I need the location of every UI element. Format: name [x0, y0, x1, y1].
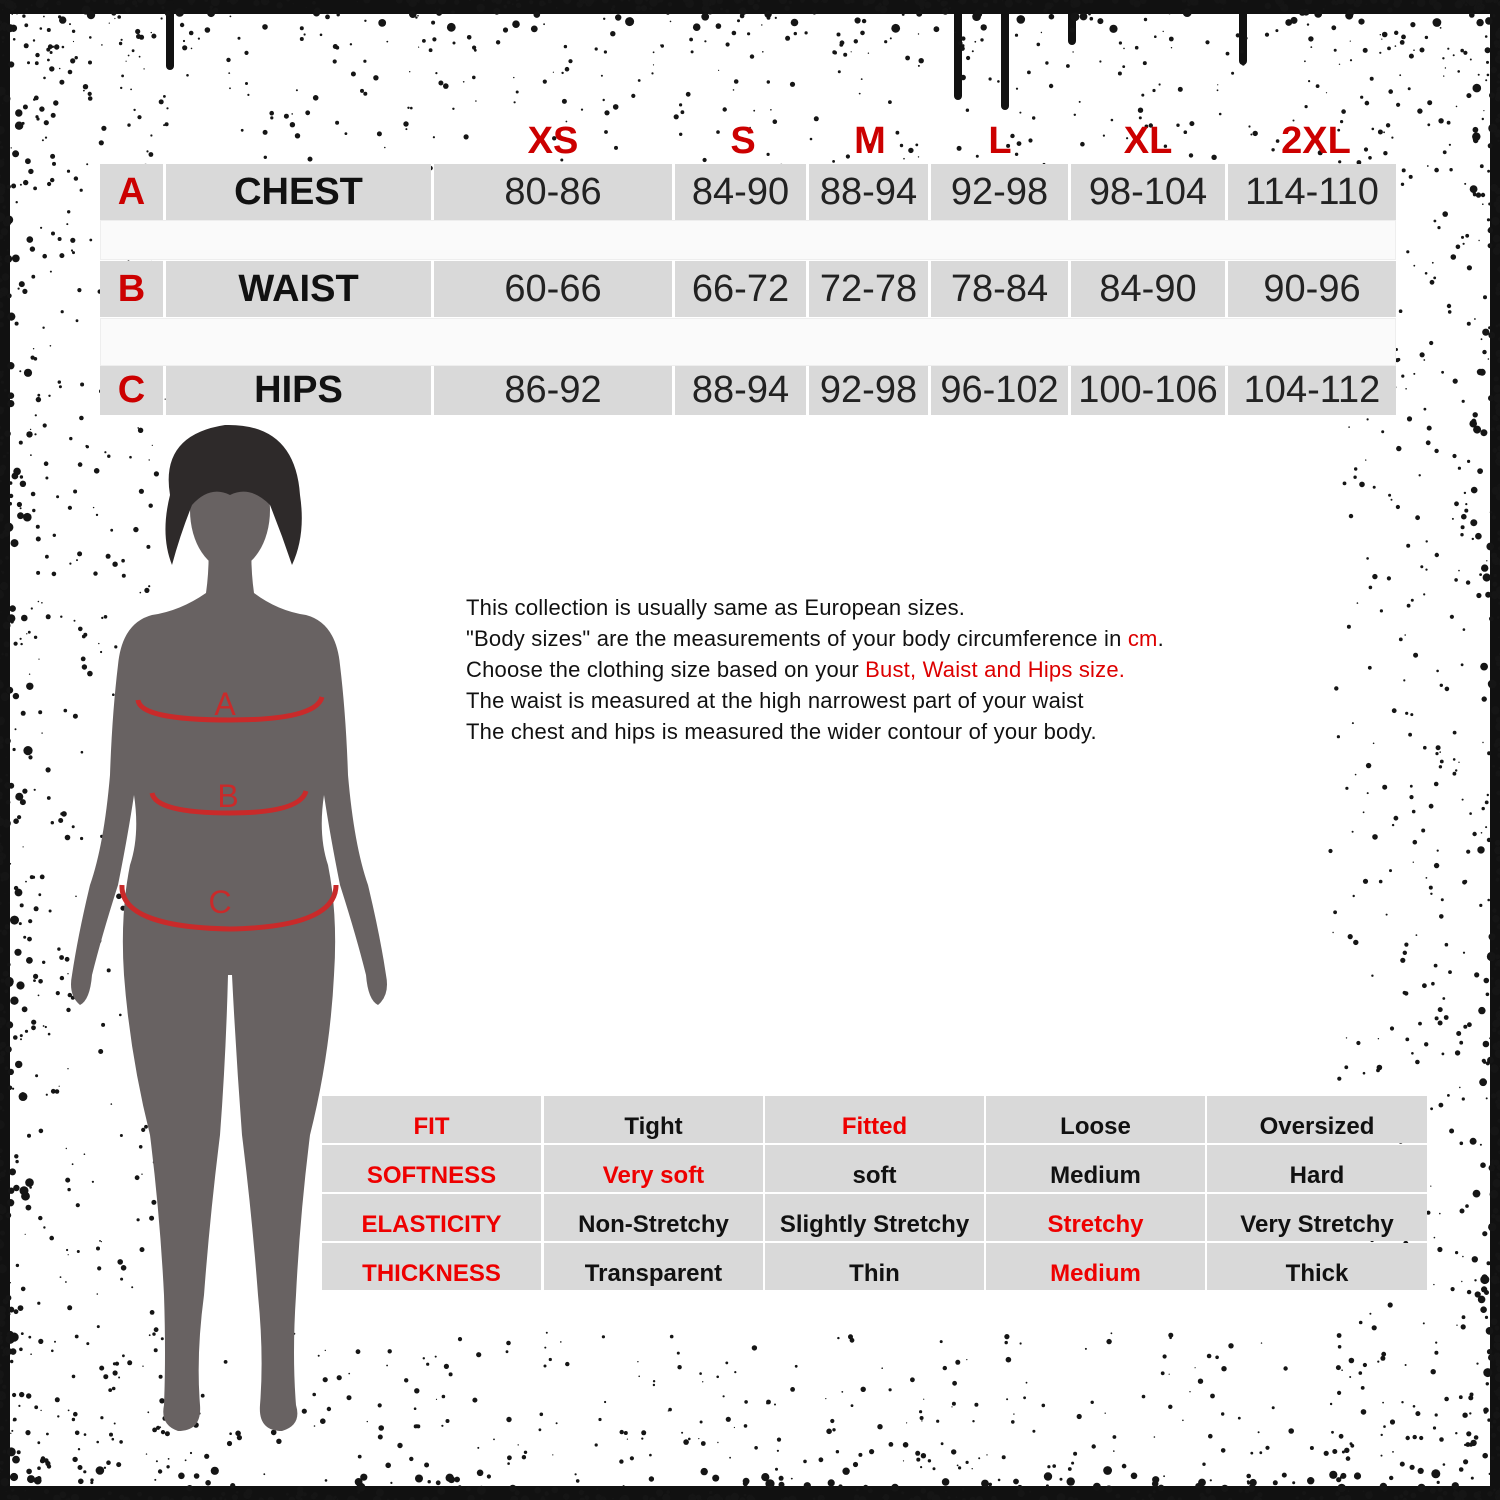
fabric-properties-table: [322, 1096, 1427, 1292]
cell-chest-m: 88-94: [809, 164, 928, 220]
property-option: Transparent: [544, 1243, 763, 1290]
row-label-waist: WAIST: [166, 261, 431, 317]
row-label-hips: HIPS: [166, 366, 431, 415]
size-row-hips: [100, 366, 1396, 415]
property-row-fit: [322, 1096, 1427, 1145]
cell-chest-s: 84-90: [675, 164, 806, 220]
info-line-2: "Body sizes" are the measurements of your body circumference in cm.: [466, 626, 1164, 651]
property-option: Oversized: [1207, 1096, 1427, 1143]
property-row-softness: [322, 1145, 1427, 1194]
property-option: soft: [765, 1145, 984, 1192]
property-option: Medium: [986, 1145, 1205, 1192]
property-option: Very Stretchy: [1207, 1194, 1427, 1241]
cell-waist-xs: 60-66: [434, 261, 672, 317]
property-option: Thick: [1207, 1243, 1427, 1290]
property-option: Non-Stretchy: [544, 1194, 763, 1241]
cell-hips-l: 96-102: [931, 366, 1068, 415]
marker-a: A: [214, 686, 236, 722]
cell-waist-xl: 84-90: [1071, 261, 1225, 317]
cell-waist-l: 78-84: [931, 261, 1068, 317]
cell-chest-l: 92-98: [931, 164, 1068, 220]
marker-b: B: [217, 778, 239, 814]
row-letter-b: B: [100, 261, 163, 317]
property-option: Slightly Stretchy: [765, 1194, 984, 1241]
cell-hips-xl: 100-106: [1071, 366, 1225, 415]
property-label: ELASTICITY: [322, 1194, 541, 1241]
row-label-chest: CHEST: [166, 164, 431, 220]
row-letter-a: A: [100, 164, 163, 220]
size-header-m: M: [854, 120, 886, 162]
property-option: Thin: [765, 1243, 984, 1290]
size-header-l: L: [988, 120, 1012, 162]
property-option: Tight: [544, 1096, 763, 1143]
info-line-1: This collection is usually same as European sizes.: [466, 595, 966, 620]
size-header-s: S: [730, 120, 756, 162]
property-option: Medium: [986, 1243, 1205, 1290]
cell-chest-2xl: 114-110: [1228, 164, 1396, 220]
property-label: SOFTNESS: [322, 1145, 541, 1192]
property-row-thickness: [322, 1243, 1427, 1292]
property-option: Stretchy: [986, 1194, 1205, 1241]
info-line-4: The waist is measured at the high narrowest part of your waist: [466, 688, 1084, 713]
marker-c: C: [208, 884, 232, 920]
size-row-chest: [100, 164, 1396, 220]
info-line-5: The chest and hips is measured the wider contour of your body.: [466, 719, 1097, 744]
sizing-info-text: [466, 592, 1366, 747]
cell-waist-s: 66-72: [675, 261, 806, 317]
cell-waist-2xl: 90-96: [1228, 261, 1396, 317]
size-row-waist: [100, 261, 1396, 317]
property-option: Very soft: [544, 1145, 763, 1192]
property-option: Hard: [1207, 1145, 1427, 1192]
cell-chest-xs: 80-86: [434, 164, 672, 220]
row-divider: [100, 220, 1396, 260]
size-header-xl: XL: [1123, 120, 1173, 162]
cell-hips-2xl: 104-112: [1228, 366, 1396, 415]
property-label: THICKNESS: [322, 1243, 541, 1290]
size-header-2xl: 2XL: [1281, 120, 1351, 162]
cell-hips-xs: 86-92: [434, 366, 672, 415]
property-row-elasticity: [322, 1194, 1427, 1243]
row-divider: [100, 318, 1396, 366]
info-line-3: Choose the clothing size based on your Bust, Waist and Hips size.: [466, 657, 1126, 682]
size-header-row: [100, 112, 1396, 164]
cell-hips-s: 88-94: [675, 366, 806, 415]
cell-waist-m: 72-78: [809, 261, 928, 317]
property-label: FIT: [322, 1096, 541, 1143]
property-option: Fitted: [765, 1096, 984, 1143]
property-option: Loose: [986, 1096, 1205, 1143]
size-header-xs: XS: [527, 120, 579, 162]
row-letter-c: C: [100, 366, 163, 415]
cell-chest-xl: 98-104: [1071, 164, 1225, 220]
cell-hips-m: 92-98: [809, 366, 928, 415]
